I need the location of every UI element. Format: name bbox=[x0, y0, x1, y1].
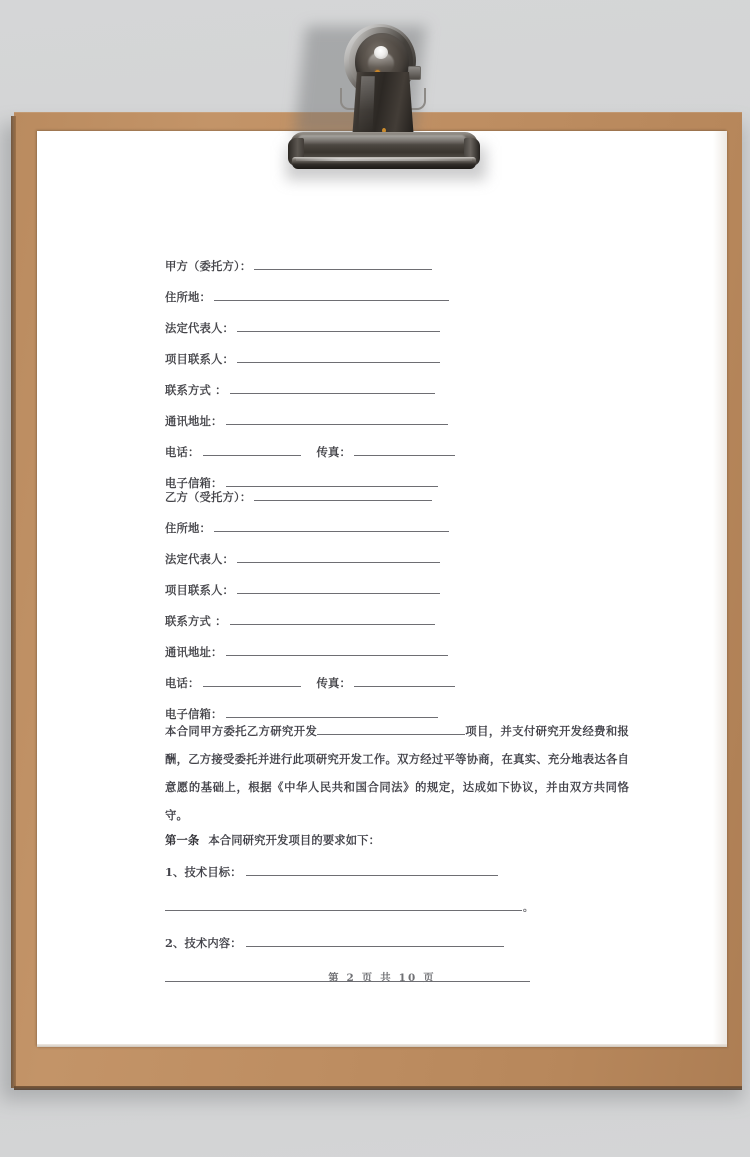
field-row-party-a-legal-rep bbox=[165, 313, 455, 344]
article-heading bbox=[165, 825, 635, 855]
field-label-tel: 电话： bbox=[165, 445, 200, 459]
clip-side-tab bbox=[408, 66, 421, 80]
field-label: 项目联系人： bbox=[165, 352, 234, 366]
field-input-line-tel[interactable] bbox=[203, 673, 301, 687]
article-item-technical-content bbox=[165, 926, 635, 960]
article-item-technical-goal-continuation bbox=[165, 889, 635, 926]
field-label: 项目联系人： bbox=[165, 583, 234, 597]
article-item-technical-goal bbox=[165, 855, 635, 889]
field-row-party-a-project-contact bbox=[165, 344, 455, 375]
field-input-line[interactable] bbox=[214, 518, 449, 532]
field-input-line[interactable] bbox=[254, 487, 432, 501]
paragraph-tail-text: 项目，并支付研究开发经费和报酬，乙方接受委托并进行此项研究开发工作。双方经过平等协商，在真实、充分地表达各自意愿的基础上，根据《中华人民共和国合同法》的规定，达成如下协议，并由双方共同恪守。 bbox=[165, 724, 630, 822]
article-title: 本合同研究开发项目的要求如下： bbox=[208, 833, 381, 847]
field-label: 电子信箱： bbox=[165, 707, 223, 721]
field-label-fax: 传真： bbox=[316, 445, 351, 459]
item-label: 2、技术内容： bbox=[165, 936, 242, 950]
field-row-party-b-legal-rep bbox=[165, 544, 455, 575]
field-label: 甲方（委托方）： bbox=[165, 259, 252, 273]
field-row-party-b-address bbox=[165, 513, 455, 544]
field-input-line-fax[interactable] bbox=[354, 442, 455, 456]
field-row-party-a-mailing-address bbox=[165, 406, 455, 437]
field-row-party-b-tel-fax bbox=[165, 668, 455, 699]
field-input-line[interactable] bbox=[230, 611, 435, 625]
field-row-party-b-mailing-address bbox=[165, 637, 455, 668]
article-number: 第一条 bbox=[165, 833, 200, 847]
field-label: 住所地： bbox=[165, 290, 211, 304]
field-label: 法定代表人： bbox=[165, 321, 234, 335]
field-label: 法定代表人： bbox=[165, 552, 234, 566]
project-name-input-line[interactable] bbox=[317, 722, 465, 735]
field-input-line-fax[interactable] bbox=[354, 673, 455, 687]
party-a-block bbox=[165, 251, 455, 499]
field-label: 电子信箱： bbox=[165, 476, 223, 490]
field-row-party-b-contact-method bbox=[165, 606, 455, 637]
bulldog-clip[interactable] bbox=[0, 0, 750, 200]
item-label: 1、技术目标： bbox=[165, 865, 242, 879]
field-input-line[interactable] bbox=[226, 704, 438, 718]
field-label-tel: 电话： bbox=[165, 676, 200, 690]
contract-intro-paragraph bbox=[165, 717, 629, 829]
field-input-line[interactable] bbox=[237, 349, 440, 363]
clip-base-bar-highlight bbox=[298, 135, 466, 144]
field-label: 乙方（受托方）： bbox=[165, 490, 252, 504]
field-input-line[interactable] bbox=[226, 411, 448, 425]
field-row-party-a-name bbox=[165, 251, 455, 282]
clip-barrel-hole bbox=[374, 46, 388, 59]
field-label: 联系方式 ： bbox=[165, 383, 227, 397]
field-row-party-b-name bbox=[165, 482, 455, 513]
field-input-line[interactable] bbox=[237, 549, 440, 563]
field-input-line[interactable] bbox=[254, 256, 432, 270]
field-row-party-a-tel-fax bbox=[165, 437, 455, 468]
field-label-fax: 传真： bbox=[316, 676, 351, 690]
paragraph-lead-text: 本合同甲方委托乙方研究开发 bbox=[165, 724, 318, 738]
party-b-block bbox=[165, 482, 455, 730]
item-continuation-line[interactable] bbox=[165, 897, 522, 911]
field-row-party-a-contact-method bbox=[165, 375, 455, 406]
item-input-line[interactable] bbox=[246, 933, 504, 947]
clipboard-left-edge bbox=[11, 116, 16, 1088]
item-input-line[interactable] bbox=[246, 862, 498, 876]
page-footer: 第 2 页 共 10 页 bbox=[328, 972, 436, 984]
field-input-line[interactable] bbox=[230, 380, 435, 394]
field-input-line[interactable] bbox=[214, 287, 449, 301]
field-input-line-tel[interactable] bbox=[203, 442, 301, 456]
field-input-line[interactable] bbox=[226, 642, 448, 656]
clipboard-bottom-edge bbox=[14, 1086, 742, 1090]
field-input-line[interactable] bbox=[237, 580, 440, 594]
field-label: 通讯地址： bbox=[165, 645, 223, 659]
document-content bbox=[37, 131, 727, 1047]
field-row-party-a-address bbox=[165, 282, 455, 313]
field-label: 住所地： bbox=[165, 521, 211, 535]
field-row-party-b-project-contact bbox=[165, 575, 455, 606]
item-end-punctuation: 。 bbox=[523, 903, 534, 914]
field-input-line[interactable] bbox=[237, 318, 440, 332]
field-label: 联系方式 ： bbox=[165, 614, 227, 628]
clip-lip-highlight bbox=[296, 158, 472, 161]
field-label: 通讯地址： bbox=[165, 414, 223, 428]
